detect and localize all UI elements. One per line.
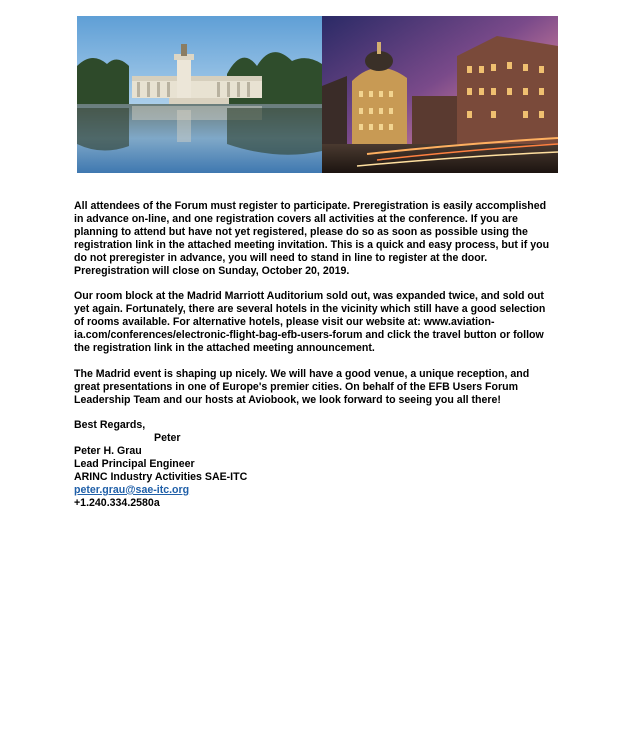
phone-number: +1.240.334.2580a (74, 496, 160, 509)
signed-name: Peter (154, 432, 181, 445)
madrid-photo-collage (77, 16, 558, 173)
email-link[interactable]: peter.grau@sae-itc.org (74, 483, 190, 496)
letter-body (74, 200, 554, 510)
signature-block (74, 419, 554, 509)
sender-organization: ARINC Industry Activities SAE-ITC (74, 470, 248, 483)
closing: Best Regards, (74, 419, 146, 432)
registration-paragraph: All attendees of the Forum must register to participate. Preregistration is easily accomplished in advance on-line, and one registration covers all activities at the conference. If you are planning to attend but have not yet registered, please do so as soon as possible using the registration link in the attached meeting invitation. This is a quick and easy process, but if you do not preregister in advance, you will need to stand in line to register at the door. Preregistration will close on Sunday, October 20, 2019. (74, 200, 550, 277)
header-banner-image (77, 16, 558, 173)
sender-title: Lead Principal Engineer (74, 458, 195, 471)
event-paragraph: The Madrid event is shaping up nicely. We will have a good venue, a unique reception, and great presentations in one of Europe's premier cities. On behalf of the EFB Users Forum Leadership Team and our hosts at Aviobook, we look forward to seeing you all there! (74, 367, 530, 406)
sender-name: Peter H. Grau (74, 445, 142, 458)
hotel-paragraph: Our room block at the Madrid Marriott Auditorium sold out, was expanded twice, and sold out yet again. Fortunately, there are several hotels in the vicinity which still have a good selection of rooms available. For alternative hotels, please visit our website at: www.aviation-ia.com/conferences/electronic-flight-bag-efb-users-forum and click the travel button or follow the registration link in the attached meeting announcement. (74, 290, 546, 354)
